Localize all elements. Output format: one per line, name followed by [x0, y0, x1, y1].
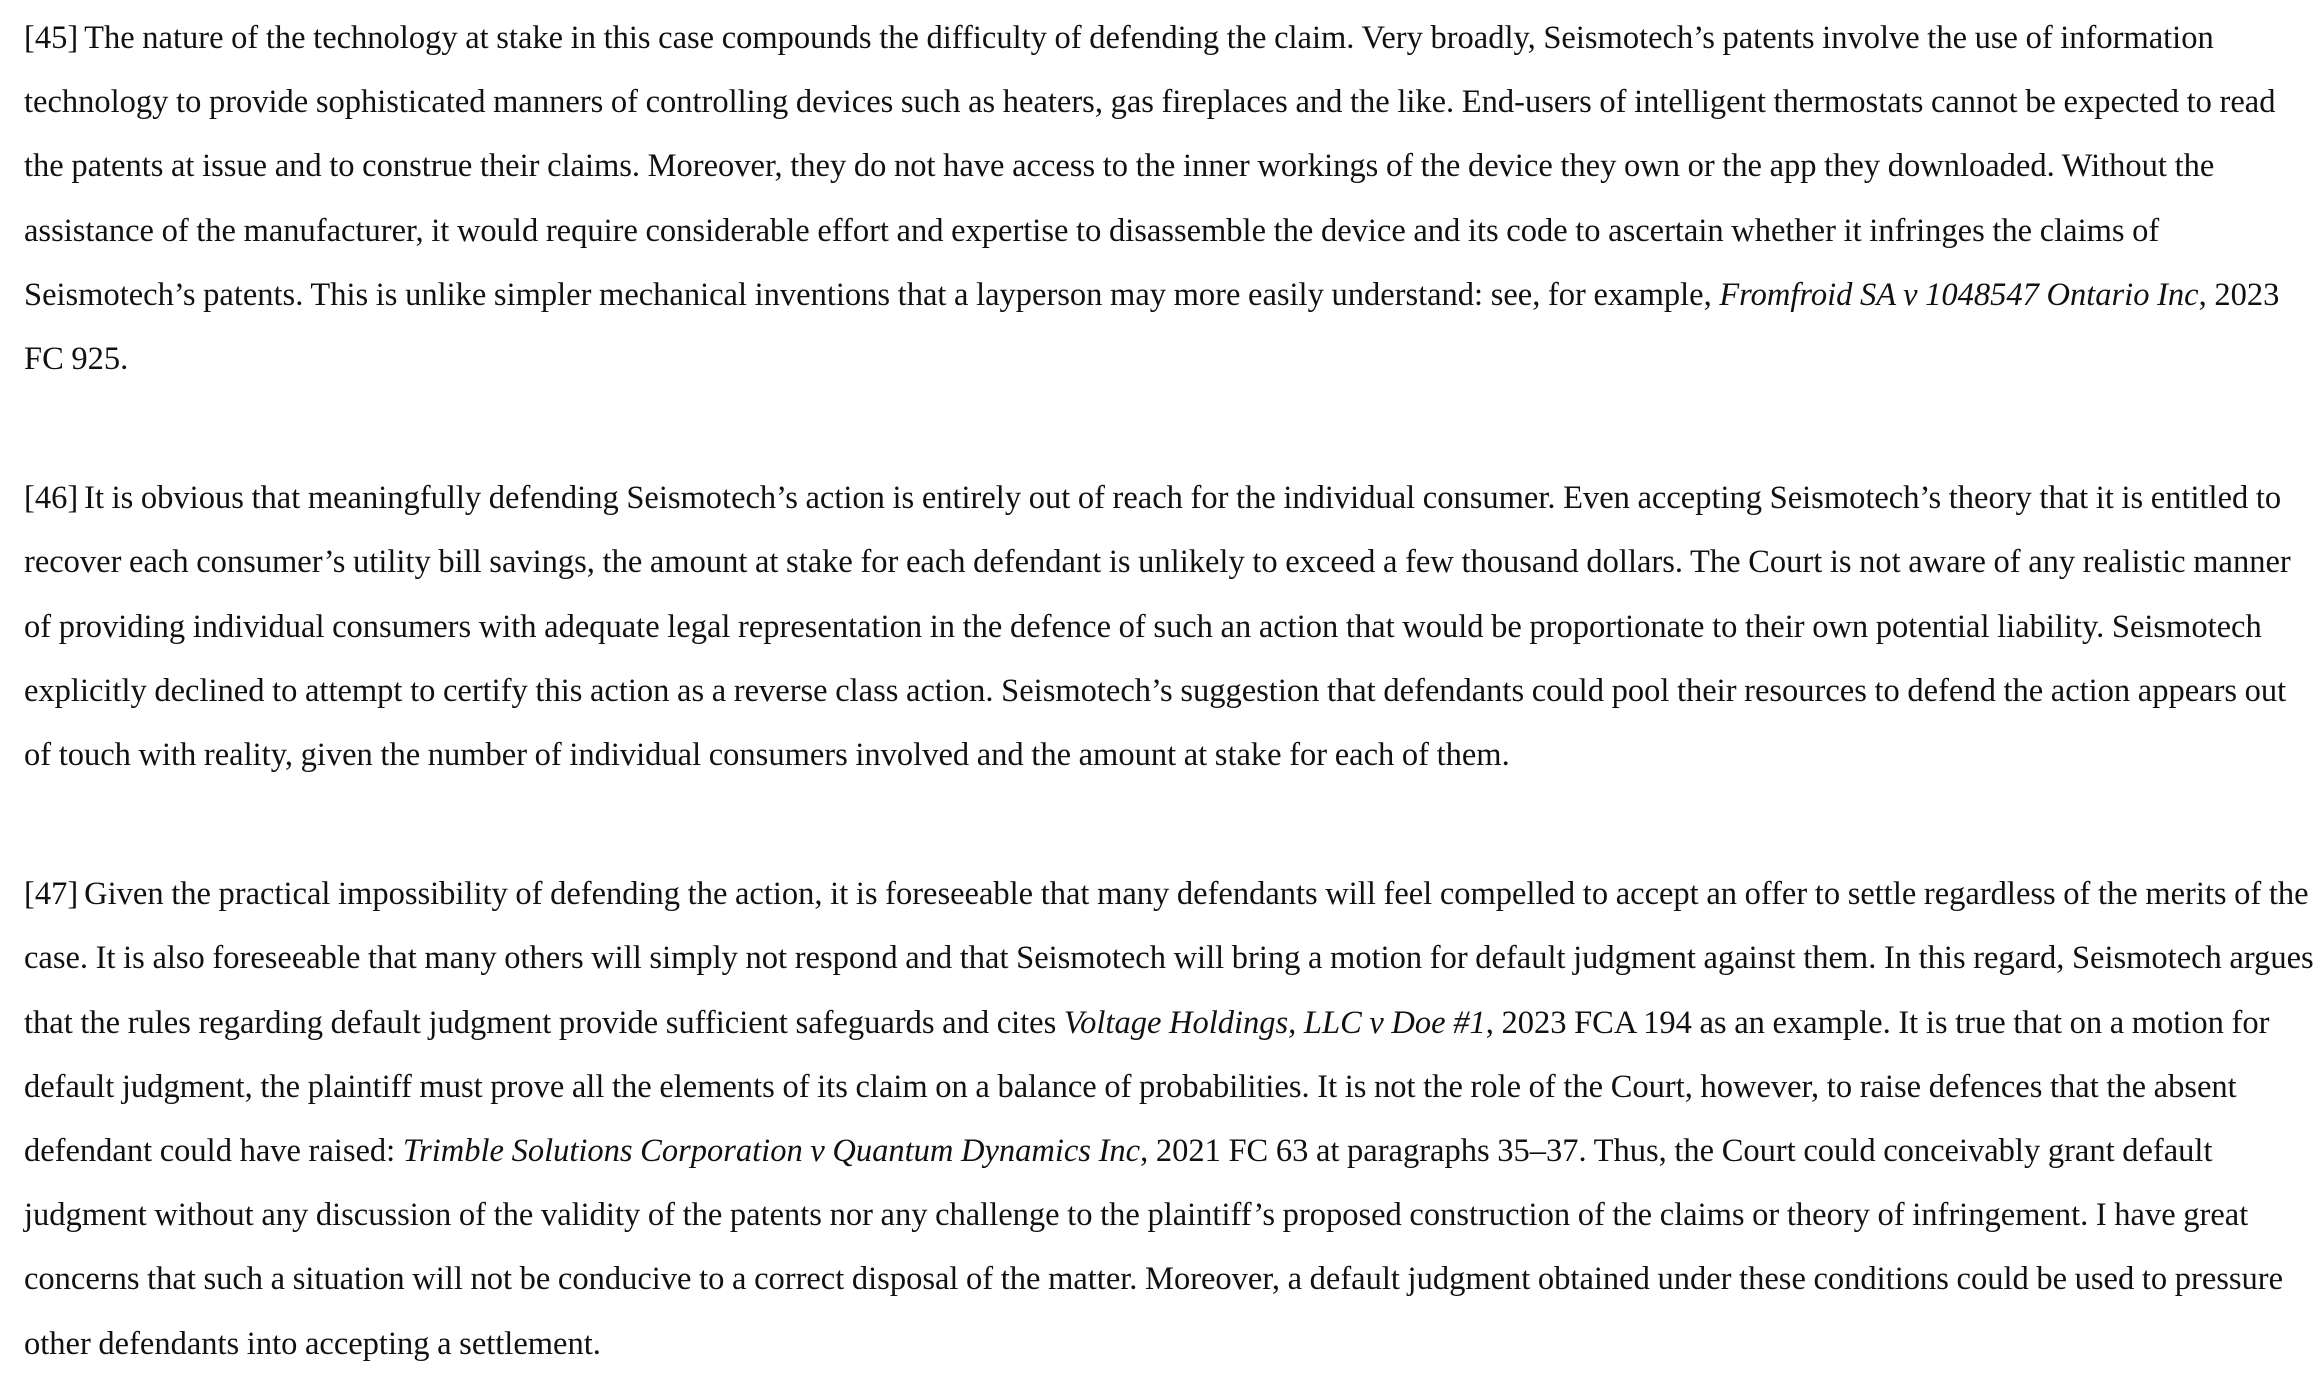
judgment-document	[24, 6, 2316, 1376]
paragraph-number: [46]	[24, 480, 79, 517]
paragraph-number: [47]	[24, 876, 79, 913]
case-citation: Voltage Holdings, LLC v Doe #1	[1063, 1004, 1486, 1041]
case-citation: Fromfroid SA v 1048547 Ontario Inc	[1719, 276, 2199, 313]
paragraph-text: , 2021 FC 63 at paragraphs 35–37. Thus, the Court could conceivably grant default judgment without any discussion of the validity of the patents nor any challenge to the plaintiff’s proposed construction of the claims or theory of infringement. I have great concerns that such a situation will not be conducive to a correct disposal of the matter. Moreover, a default judgment obtained under these conditions could be used to pressure other defendants into accepting a settlement.	[24, 1133, 2284, 1362]
paragraph-47	[24, 862, 2316, 1376]
paragraph-text: It is obvious that meaningfully defending Seismotech’s action is entirely out of reach for the individual consumer. Even accepting Seismotech’s theory that it is entitled to recover each consumer’s utility bill savings, the amount at stake for each defendant is unlikely to exceed a few thousand dollars. The Court is not aware of any realistic manner of providing individual consumers with adequate legal representation in the defence of such an action that would be proportionate to their own potential liability. Seismotech explicitly declined to attempt to certify this action as a reverse class action. Seismotech’s suggestion that defendants could pool their resources to defend the action appears out of touch with reality, given the number of individual consumers involved and the amount at stake for each of them.	[24, 480, 2291, 774]
paragraph-text: The nature of the technology at stake in this case compounds the difficulty of defending the claim. Very broadly, Seismotech’s patents involve the use of information technology to provide sophisticated manners of controlling devices such as heaters, gas fireplaces and the like. End-users of intelligent thermostats cannot be expected to read the patents at issue and to construe their claims. Moreover, they do not have access to the inner workings of the device they own or the app they downloaded. Without the assistance of the manufacturer, it would require considerable effort and expertise to disassemble the device and its code to ascertain whether it infringes the claims of Seismotech’s patents. This is unlike simpler mechanical inventions that a layperson may more easily understand: see, for example,	[24, 20, 2276, 313]
paragraph-text: Given the practical impossibility of defending the action, it is foreseeable that many defendants will feel compelled to accept an offer to settle regardless of the merits of the case. It is also foreseeable that many others will simply not respond and that Seismotech will bring a motion for default judgment against them. In this regard, Seismotech argues that the rules regarding default judgment provide sufficient safeguards and cites	[24, 876, 2314, 1041]
paragraph-text: , 2023 FCA 194 as an example. It is true that on a motion for default judgment, the plaintiff must prove all the elements of its claim on a balance of probabilities. It is not the role of the Court, however, to raise defences that the absent defendant could have raised:	[24, 1004, 2270, 1170]
paragraph-text: , 2023 FC 925.	[24, 276, 2280, 378]
paragraph-45	[24, 6, 2316, 391]
paragraph-number: [45]	[24, 20, 79, 56]
case-citation: Trimble Solutions Corporation v Quantum Dynamics Inc	[402, 1133, 1141, 1170]
paragraph-46	[24, 466, 2316, 787]
